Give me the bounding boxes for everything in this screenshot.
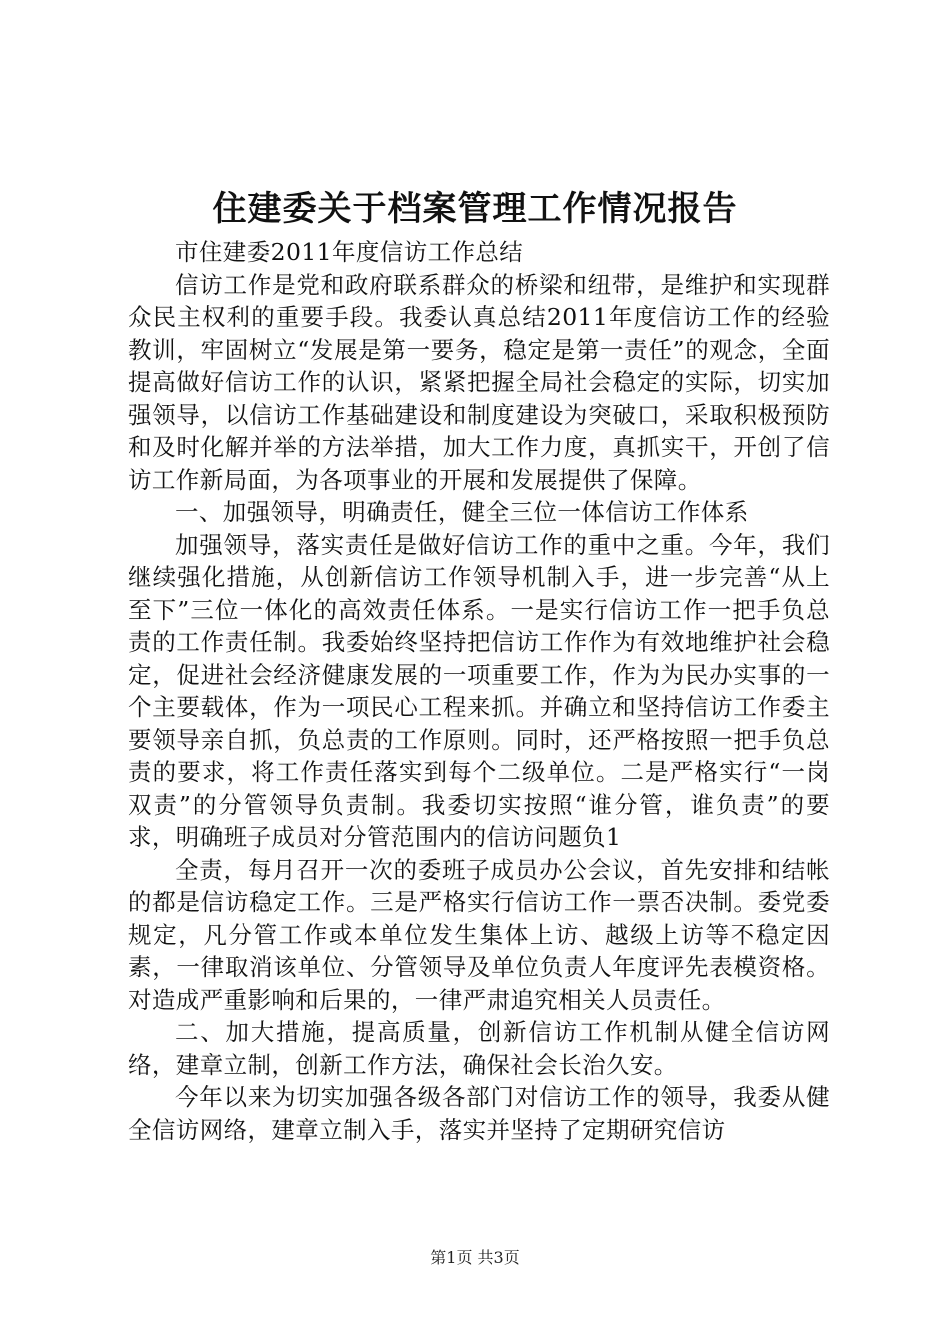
section-heading-2: 二、加大措施，提高质量，创新信访工作机制从健全信访网络，建章立制，创新工作方法，确保社会长治久安。 xyxy=(128,1018,830,1079)
page-number-footer: 第1页 共3页 xyxy=(430,1248,520,1267)
paragraph-section-1: 加强领导，落实责任是做好信访工作的重中之重。今年，我们继续强化措施，从创新信访工作领导机制入手，进一步完善“从上至下”三位一体化的高效责任体系。一是实行信访工作一把手负总责的工作责任制。我委始终坚持把信访工作作为有效地维护社会稳定，促进社会经济健康发展的一项重要工作，作为为民办实事的一个主要载体，作为一项民心工程来抓。并确立和坚持信访工作委主要领导亲自抓，负总责的工作原则。同时，还严格按照一把手负总责的要求，将工作责任落实到每个二级单位。二是严格实行“一岗双责”的分管领导负责制。我委切实按照“谁分管，谁负责”的要求，明确班子成员对分管范围内的信访问题负1 xyxy=(128,530,830,851)
section-heading-1: 一、加强领导，明确责任，健全三位一体信访工作体系 xyxy=(175,498,749,526)
paragraph-intro: 信访工作是党和政府联系群众的桥梁和纽带，是维护和实现群众民主权利的重要手段。我委认真总结2011年度信访工作的经验教训，牢固树立“发展是第一要务，稳定是第一责任”的观念，全面提高做好信访工作的认识，紧紧把握全局社会稳定的实际，切实加强领导，以信访工作基础建设和制度建设为突破口，采取积极预防和及时化解并举的方法举措，加大工作力度，真抓实干，开创了信访工作新局面，为各项事业的开展和发展提供了保障。 xyxy=(128,270,830,494)
paragraph-section-1-cont: 全责，每月召开一次的委班子成员办公会议，首先安排和结帐的都是信访稳定工作。三是严格实行信访工作一票否决制。委党委规定，凡分管工作或本单位发生集体上访、越级上访等不稳定因素，一律取消该单位、分管领导及单位负责人年度评先表模资格。对造成严重影响和后果的，一律严肃追究相关人员责任。 xyxy=(128,855,830,1014)
document-title: 住建委关于档案管理工作情况报告 xyxy=(212,189,738,229)
paragraph-section-2: 今年以来为切实加强各级各部门对信访工作的领导，我委从健全信访网络，建章立制入手，落实并坚持了定期研究信访 xyxy=(128,1083,830,1144)
paragraph-subtitle: 市住建委2011年度信访工作总结 xyxy=(175,238,524,266)
document-body xyxy=(128,236,830,1146)
